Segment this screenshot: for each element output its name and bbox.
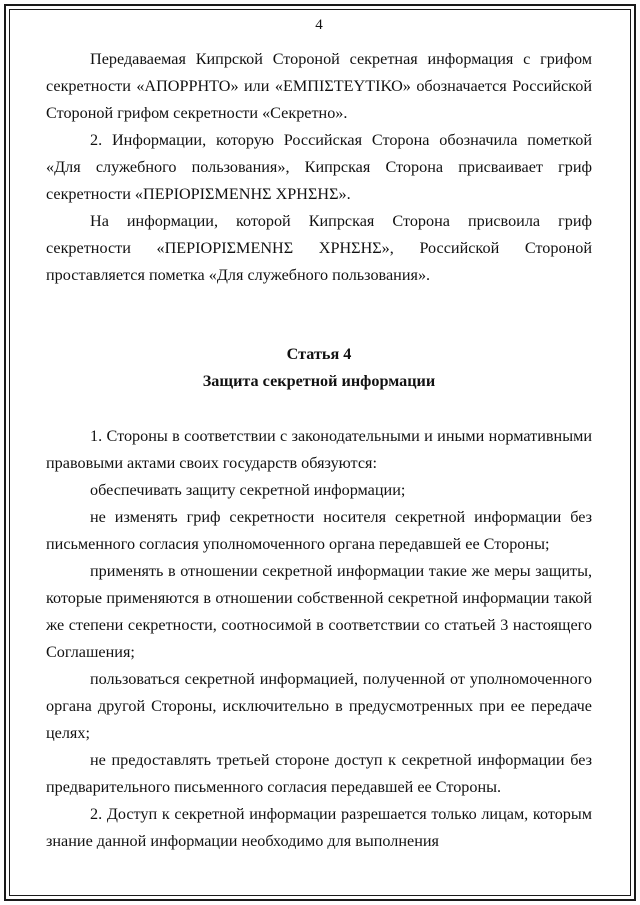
paragraph: На информации, которой Кипрская Сторона присвоила гриф секретности «ΠΕΡΙΟΡΙΣΜΕΝΗΣ ΧΡΗΣΗΣ», Российской Стороной проставляется пометка «Для служебного пользования». — [46, 212, 592, 284]
list-item: пользоваться секретной информацией, полученной от уполномоченного органа другой Стороны, исключительно в предусмотренных при ее передаче целях; — [46, 670, 592, 742]
page-number: 4 — [315, 17, 323, 33]
list-item: применять в отношении секретной информации такие же меры защиты, которые применяются в отношении собственной секретной информации такой же степени секретности, соотносимой в соответствии со статьей 3 настоящего Соглашения; — [46, 562, 592, 661]
paragraph: 1. Стороны в соответствии с законодательными и иными нормативными правовыми актами своих государств обязуются: — [46, 427, 592, 472]
article-title: Защита секретной информации — [202, 372, 436, 390]
paragraph: Передаваемая Кипрской Стороной секретная информация с грифом секретности «ΑΠΟΡΡΗΤΟ» или «ΕΜΠΙΣΤΕΥΤΙΚΟ» обозначается Российской Стороной грифом секретности «Секретно». — [46, 50, 592, 122]
list-item: не предоставлять третьей стороне доступ к секретной информации без предварительного письменного согласия передавшей ее Стороны. — [46, 751, 592, 796]
document-body — [46, 14, 592, 855]
list-item: обеспечивать защиту секретной информации; — [90, 481, 406, 499]
paragraph: 2. Доступ к секретной информации разрешается только лицам, которым знание данной информации необходимо для выполнения — [46, 805, 592, 850]
article-number: Статья 4 — [286, 345, 352, 363]
list-item: не изменять гриф секретности носителя секретной информации без письменного согласия уполномоченного органа передавшей ее Стороны; — [46, 508, 592, 553]
paragraph: 2. Информации, которую Российская Сторона обозначила пометкой «Для служебного пользования», Кипрская Сторона присваивает гриф секретности «ΠΕΡΙΟΡΙΣΜΕΝΗΣ ΧΡΗΣΗΣ». — [46, 131, 592, 203]
